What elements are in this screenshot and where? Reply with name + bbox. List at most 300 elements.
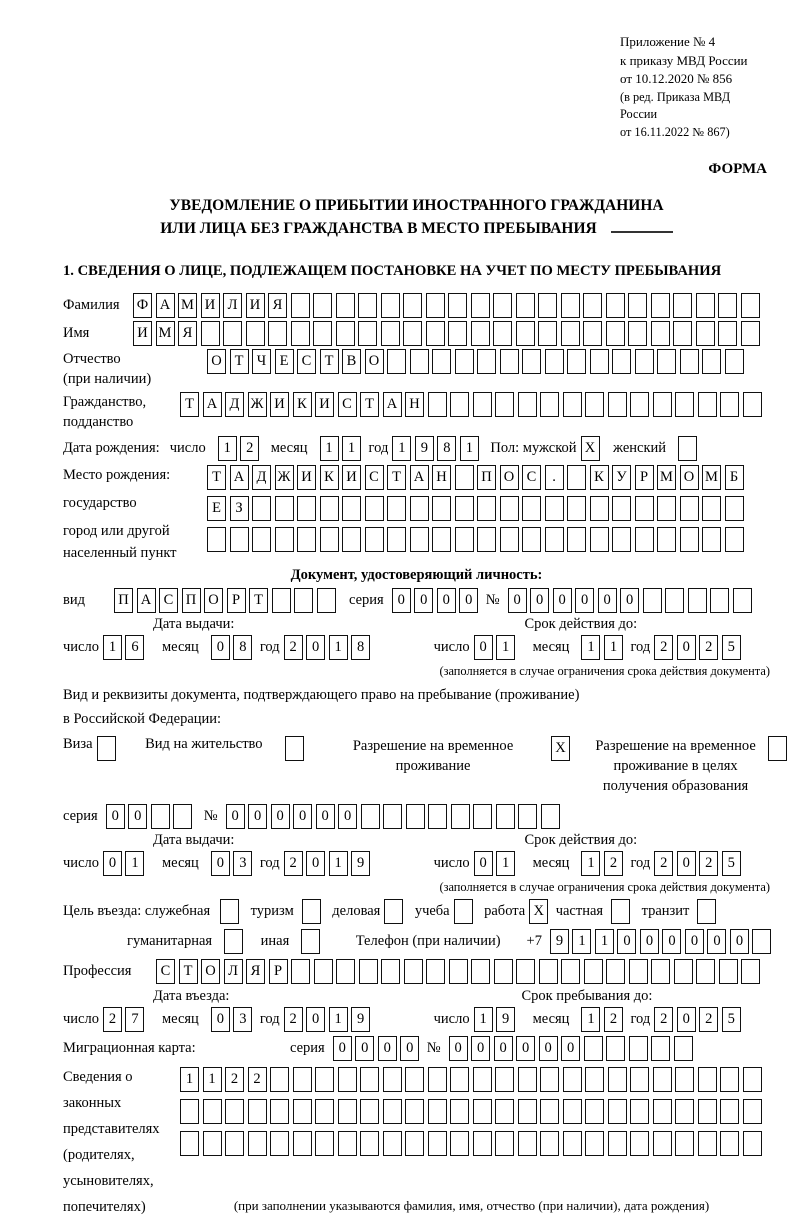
char-cell[interactable]: Р	[635, 465, 654, 490]
char-cell[interactable]	[450, 1067, 469, 1092]
char-cell[interactable]	[680, 527, 699, 552]
char-cell[interactable]	[180, 1099, 199, 1124]
char-cell[interactable]: Т	[230, 349, 249, 374]
char-cell[interactable]	[606, 1036, 625, 1061]
char-cell[interactable]	[680, 496, 699, 521]
char-cell[interactable]: 2	[284, 851, 303, 876]
char-cell[interactable]	[285, 736, 304, 761]
char-cell[interactable]	[630, 1067, 649, 1092]
char-cell[interactable]	[612, 527, 631, 552]
char-cell[interactable]: Д	[252, 465, 271, 490]
char-cell[interactable]: 0	[730, 929, 749, 954]
char-cell[interactable]	[203, 1131, 222, 1156]
char-cell[interactable]	[360, 1131, 379, 1156]
char-cell[interactable]: 0	[338, 804, 357, 829]
char-cell[interactable]	[585, 1131, 604, 1156]
char-cell[interactable]	[643, 588, 662, 613]
char-cell[interactable]: 0	[474, 851, 493, 876]
char-cell[interactable]	[477, 496, 496, 521]
char-cell[interactable]	[315, 1067, 334, 1092]
char-cell[interactable]	[455, 349, 474, 374]
char-cell[interactable]: М	[657, 465, 676, 490]
char-cell[interactable]	[629, 959, 648, 984]
char-cell[interactable]	[151, 804, 170, 829]
char-cell[interactable]	[743, 1099, 762, 1124]
char-cell[interactable]	[743, 1067, 762, 1092]
char-cell[interactable]	[314, 959, 333, 984]
char-cell[interactable]: 3	[233, 1007, 252, 1032]
char-cell[interactable]: М	[178, 293, 197, 318]
char-cell[interactable]: О	[500, 465, 519, 490]
char-cell[interactable]	[293, 1099, 312, 1124]
char-cell[interactable]: Я	[178, 321, 197, 346]
char-cell[interactable]	[381, 321, 400, 346]
char-cell[interactable]: С	[297, 349, 316, 374]
char-cell[interactable]	[653, 1131, 672, 1156]
char-cell[interactable]: 0	[293, 804, 312, 829]
char-cell[interactable]	[608, 1067, 627, 1092]
char-cell[interactable]	[405, 1131, 424, 1156]
char-cell[interactable]: 0	[707, 929, 726, 954]
char-cell[interactable]	[673, 321, 692, 346]
char-cell[interactable]	[454, 899, 473, 924]
char-cell[interactable]: Т	[360, 392, 379, 417]
char-cell[interactable]	[500, 496, 519, 521]
char-cell[interactable]	[680, 349, 699, 374]
char-cell[interactable]	[338, 1099, 357, 1124]
char-cell[interactable]: 0	[677, 1007, 696, 1032]
char-cell[interactable]: 1	[203, 1067, 222, 1092]
char-cell[interactable]	[387, 496, 406, 521]
char-cell[interactable]	[522, 496, 541, 521]
char-cell[interactable]	[432, 527, 451, 552]
char-cell[interactable]: 1	[180, 1067, 199, 1092]
char-cell[interactable]: 2	[699, 851, 718, 876]
char-cell[interactable]	[720, 392, 739, 417]
char-cell[interactable]	[702, 349, 721, 374]
char-cell[interactable]	[230, 527, 249, 552]
char-cell[interactable]	[673, 293, 692, 318]
char-cell[interactable]	[495, 392, 514, 417]
char-cell[interactable]: Б	[725, 465, 744, 490]
char-cell[interactable]	[540, 1131, 559, 1156]
char-cell[interactable]: П	[114, 588, 133, 613]
char-cell[interactable]: 0	[516, 1036, 535, 1061]
char-cell[interactable]: 8	[437, 436, 456, 461]
char-cell[interactable]	[448, 293, 467, 318]
char-cell[interactable]	[451, 804, 470, 829]
char-cell[interactable]	[405, 1067, 424, 1092]
char-cell[interactable]	[383, 1099, 402, 1124]
char-cell[interactable]	[494, 959, 513, 984]
char-cell[interactable]: 0	[598, 588, 617, 613]
char-cell[interactable]	[410, 349, 429, 374]
char-cell[interactable]: 0	[508, 588, 527, 613]
char-cell[interactable]	[473, 1099, 492, 1124]
char-cell[interactable]	[678, 436, 697, 461]
char-cell[interactable]	[320, 496, 339, 521]
char-cell[interactable]	[725, 527, 744, 552]
char-cell[interactable]	[541, 804, 560, 829]
char-cell[interactable]	[675, 392, 694, 417]
char-cell[interactable]: 1	[474, 1007, 493, 1032]
char-cell[interactable]: Р	[227, 588, 246, 613]
char-cell[interactable]	[653, 392, 672, 417]
char-cell[interactable]	[545, 496, 564, 521]
char-cell[interactable]	[696, 959, 715, 984]
char-cell[interactable]: 9	[351, 851, 370, 876]
char-cell[interactable]	[743, 1131, 762, 1156]
char-cell[interactable]	[518, 1131, 537, 1156]
char-cell[interactable]	[611, 899, 630, 924]
char-cell[interactable]: 1	[125, 851, 144, 876]
char-cell[interactable]	[473, 804, 492, 829]
char-cell[interactable]	[561, 293, 580, 318]
char-cell[interactable]	[291, 321, 310, 346]
char-cell[interactable]	[432, 349, 451, 374]
char-cell[interactable]	[567, 496, 586, 521]
char-cell[interactable]	[428, 1067, 447, 1092]
char-cell[interactable]: 5	[722, 851, 741, 876]
char-cell[interactable]: 1	[329, 1007, 348, 1032]
char-cell[interactable]	[315, 1131, 334, 1156]
char-cell[interactable]: А	[230, 465, 249, 490]
char-cell[interactable]	[450, 1131, 469, 1156]
char-cell[interactable]: 0	[459, 588, 478, 613]
char-cell[interactable]	[387, 527, 406, 552]
char-cell[interactable]: 1	[595, 929, 614, 954]
char-cell[interactable]: 0	[620, 588, 639, 613]
char-cell[interactable]	[516, 321, 535, 346]
char-cell[interactable]: С	[156, 959, 175, 984]
char-cell[interactable]	[471, 293, 490, 318]
char-cell[interactable]	[449, 959, 468, 984]
char-cell[interactable]	[698, 1131, 717, 1156]
char-cell[interactable]	[585, 392, 604, 417]
char-cell[interactable]: 0	[539, 1036, 558, 1061]
char-cell[interactable]: 0	[553, 588, 572, 613]
char-cell[interactable]: Т	[207, 465, 226, 490]
char-cell[interactable]: З	[230, 496, 249, 521]
char-cell[interactable]	[336, 293, 355, 318]
char-cell[interactable]	[473, 1067, 492, 1092]
char-cell[interactable]: Е	[275, 349, 294, 374]
char-cell[interactable]: 9	[550, 929, 569, 954]
char-cell[interactable]	[338, 1067, 357, 1092]
char-cell[interactable]	[383, 1067, 402, 1092]
char-cell[interactable]	[518, 392, 537, 417]
char-cell[interactable]	[540, 1099, 559, 1124]
char-cell[interactable]	[657, 496, 676, 521]
char-cell[interactable]: 2	[284, 635, 303, 660]
char-cell[interactable]: А	[156, 293, 175, 318]
char-cell[interactable]: 0	[662, 929, 681, 954]
char-cell[interactable]	[584, 1036, 603, 1061]
char-cell[interactable]	[493, 293, 512, 318]
char-cell[interactable]	[410, 496, 429, 521]
char-cell[interactable]: 9	[415, 436, 434, 461]
char-cell[interactable]	[365, 496, 384, 521]
char-cell[interactable]	[561, 321, 580, 346]
char-cell[interactable]	[471, 321, 490, 346]
char-cell[interactable]: X	[551, 736, 570, 761]
char-cell[interactable]	[410, 527, 429, 552]
char-cell[interactable]	[403, 293, 422, 318]
char-cell[interactable]: 0	[471, 1036, 490, 1061]
char-cell[interactable]	[360, 1067, 379, 1092]
char-cell[interactable]: А	[203, 392, 222, 417]
char-cell[interactable]: О	[204, 588, 223, 613]
char-cell[interactable]: 1	[329, 635, 348, 660]
char-cell[interactable]	[359, 959, 378, 984]
char-cell[interactable]	[608, 1099, 627, 1124]
char-cell[interactable]: 1	[103, 635, 122, 660]
char-cell[interactable]: 2	[604, 851, 623, 876]
char-cell[interactable]	[741, 959, 760, 984]
char-cell[interactable]	[590, 527, 609, 552]
char-cell[interactable]	[563, 1099, 582, 1124]
char-cell[interactable]	[500, 349, 519, 374]
char-cell[interactable]	[651, 321, 670, 346]
char-cell[interactable]: X	[581, 436, 600, 461]
char-cell[interactable]	[630, 1099, 649, 1124]
char-cell[interactable]: 0	[640, 929, 659, 954]
char-cell[interactable]	[657, 527, 676, 552]
char-cell[interactable]	[500, 527, 519, 552]
char-cell[interactable]	[297, 527, 316, 552]
char-cell[interactable]	[450, 1099, 469, 1124]
char-cell[interactable]	[268, 321, 287, 346]
char-cell[interactable]	[567, 465, 586, 490]
char-cell[interactable]: 0	[530, 588, 549, 613]
char-cell[interactable]: 5	[722, 635, 741, 660]
char-cell[interactable]: 8	[351, 635, 370, 660]
char-cell[interactable]	[635, 527, 654, 552]
char-cell[interactable]	[583, 293, 602, 318]
char-cell[interactable]: 0	[211, 635, 230, 660]
char-cell[interactable]: 0	[226, 804, 245, 829]
char-cell[interactable]: 0	[316, 804, 335, 829]
char-cell[interactable]: П	[477, 465, 496, 490]
char-cell[interactable]: 0	[575, 588, 594, 613]
char-cell[interactable]	[518, 1067, 537, 1092]
char-cell[interactable]	[630, 1131, 649, 1156]
char-cell[interactable]	[225, 1131, 244, 1156]
char-cell[interactable]: 0	[248, 804, 267, 829]
char-cell[interactable]	[317, 588, 336, 613]
char-cell[interactable]	[406, 804, 425, 829]
char-cell[interactable]	[381, 293, 400, 318]
char-cell[interactable]: 9	[496, 1007, 515, 1032]
char-cell[interactable]: 0	[474, 635, 493, 660]
char-cell[interactable]: 0	[306, 1007, 325, 1032]
char-cell[interactable]: К	[320, 465, 339, 490]
char-cell[interactable]	[539, 959, 558, 984]
char-cell[interactable]	[252, 527, 271, 552]
char-cell[interactable]	[720, 1131, 739, 1156]
char-cell[interactable]	[455, 465, 474, 490]
char-cell[interactable]	[342, 527, 361, 552]
char-cell[interactable]: В	[342, 349, 361, 374]
char-cell[interactable]: 2	[248, 1067, 267, 1092]
char-cell[interactable]	[720, 1067, 739, 1092]
char-cell[interactable]	[496, 804, 515, 829]
char-cell[interactable]	[561, 959, 580, 984]
char-cell[interactable]	[516, 293, 535, 318]
char-cell[interactable]	[698, 1067, 717, 1092]
char-cell[interactable]: 0	[103, 851, 122, 876]
char-cell[interactable]: 2	[699, 635, 718, 660]
char-cell[interactable]	[275, 496, 294, 521]
char-cell[interactable]	[220, 899, 239, 924]
char-cell[interactable]	[495, 1067, 514, 1092]
char-cell[interactable]	[301, 929, 320, 954]
char-cell[interactable]	[545, 527, 564, 552]
char-cell[interactable]: Л	[223, 293, 242, 318]
char-cell[interactable]: 1	[329, 851, 348, 876]
char-cell[interactable]	[450, 392, 469, 417]
char-cell[interactable]: 7	[125, 1007, 144, 1032]
char-cell[interactable]: 8	[233, 635, 252, 660]
char-cell[interactable]: О	[365, 349, 384, 374]
char-cell[interactable]: 1	[342, 436, 361, 461]
char-cell[interactable]	[455, 527, 474, 552]
char-cell[interactable]: И	[297, 465, 316, 490]
char-cell[interactable]	[584, 959, 603, 984]
char-cell[interactable]: Т	[179, 959, 198, 984]
char-cell[interactable]	[698, 1099, 717, 1124]
char-cell[interactable]	[518, 1099, 537, 1124]
char-cell[interactable]	[606, 321, 625, 346]
char-cell[interactable]: К	[590, 465, 609, 490]
char-cell[interactable]	[432, 496, 451, 521]
char-cell[interactable]	[477, 349, 496, 374]
char-cell[interactable]	[270, 1131, 289, 1156]
char-cell[interactable]: 2	[654, 635, 673, 660]
char-cell[interactable]: М	[702, 465, 721, 490]
char-cell[interactable]	[473, 392, 492, 417]
char-cell[interactable]	[365, 527, 384, 552]
char-cell[interactable]	[248, 1131, 267, 1156]
char-cell[interactable]	[361, 804, 380, 829]
char-cell[interactable]: 0	[306, 635, 325, 660]
char-cell[interactable]	[495, 1131, 514, 1156]
char-cell[interactable]	[426, 321, 445, 346]
char-cell[interactable]	[493, 321, 512, 346]
char-cell[interactable]	[207, 527, 226, 552]
char-cell[interactable]	[651, 293, 670, 318]
char-cell[interactable]	[606, 293, 625, 318]
char-cell[interactable]	[718, 293, 737, 318]
char-cell[interactable]: И	[270, 392, 289, 417]
char-cell[interactable]: И	[133, 321, 152, 346]
char-cell[interactable]: 0	[333, 1036, 352, 1061]
char-cell[interactable]	[336, 959, 355, 984]
char-cell[interactable]: 9	[351, 1007, 370, 1032]
char-cell[interactable]	[297, 496, 316, 521]
char-cell[interactable]: Ф	[133, 293, 152, 318]
char-cell[interactable]	[522, 527, 541, 552]
char-cell[interactable]	[294, 588, 313, 613]
char-cell[interactable]	[384, 899, 403, 924]
char-cell[interactable]: 1	[604, 635, 623, 660]
char-cell[interactable]: А	[137, 588, 156, 613]
char-cell[interactable]	[246, 321, 265, 346]
char-cell[interactable]: 1	[218, 436, 237, 461]
char-cell[interactable]	[248, 1099, 267, 1124]
char-cell[interactable]: 0	[400, 1036, 419, 1061]
char-cell[interactable]	[696, 321, 715, 346]
char-cell[interactable]: Е	[207, 496, 226, 521]
char-cell[interactable]: 0	[271, 804, 290, 829]
char-cell[interactable]: Т	[320, 349, 339, 374]
char-cell[interactable]: У	[612, 465, 631, 490]
char-cell[interactable]	[293, 1067, 312, 1092]
char-cell[interactable]	[302, 899, 321, 924]
char-cell[interactable]: М	[156, 321, 175, 346]
char-cell[interactable]	[563, 1067, 582, 1092]
char-cell[interactable]: 2	[284, 1007, 303, 1032]
char-cell[interactable]	[635, 496, 654, 521]
char-cell[interactable]: 0	[414, 588, 433, 613]
char-cell[interactable]: 2	[654, 1007, 673, 1032]
char-cell[interactable]	[455, 496, 474, 521]
char-cell[interactable]	[97, 736, 116, 761]
char-cell[interactable]	[545, 349, 564, 374]
char-cell[interactable]	[585, 1067, 604, 1092]
char-cell[interactable]	[291, 293, 310, 318]
char-cell[interactable]	[540, 392, 559, 417]
char-cell[interactable]: А	[410, 465, 429, 490]
char-cell[interactable]	[629, 1036, 648, 1061]
char-cell[interactable]: 6	[125, 635, 144, 660]
char-cell[interactable]: 2	[654, 851, 673, 876]
char-cell[interactable]: О	[201, 959, 220, 984]
char-cell[interactable]	[201, 321, 220, 346]
char-cell[interactable]: П	[182, 588, 201, 613]
char-cell[interactable]: О	[207, 349, 226, 374]
char-cell[interactable]	[743, 392, 762, 417]
char-cell[interactable]	[522, 349, 541, 374]
char-cell[interactable]: 2	[240, 436, 259, 461]
char-cell[interactable]	[225, 1099, 244, 1124]
char-cell[interactable]: 0	[106, 804, 125, 829]
char-cell[interactable]: 2	[699, 1007, 718, 1032]
char-cell[interactable]: 1	[496, 851, 515, 876]
char-cell[interactable]	[426, 959, 445, 984]
char-cell[interactable]	[275, 527, 294, 552]
char-cell[interactable]	[473, 1131, 492, 1156]
char-cell[interactable]	[180, 1131, 199, 1156]
char-cell[interactable]	[272, 588, 291, 613]
char-cell[interactable]	[428, 1099, 447, 1124]
char-cell[interactable]	[710, 588, 729, 613]
char-cell[interactable]	[590, 496, 609, 521]
char-cell[interactable]: 0	[677, 851, 696, 876]
char-cell[interactable]	[725, 349, 744, 374]
char-cell[interactable]: О	[680, 465, 699, 490]
char-cell[interactable]: А	[383, 392, 402, 417]
char-cell[interactable]	[567, 527, 586, 552]
char-cell[interactable]	[428, 1131, 447, 1156]
char-cell[interactable]: С	[365, 465, 384, 490]
char-cell[interactable]	[428, 804, 447, 829]
char-cell[interactable]	[697, 899, 716, 924]
char-cell[interactable]	[358, 321, 377, 346]
char-cell[interactable]	[383, 804, 402, 829]
char-cell[interactable]	[698, 392, 717, 417]
char-cell[interactable]	[665, 588, 684, 613]
